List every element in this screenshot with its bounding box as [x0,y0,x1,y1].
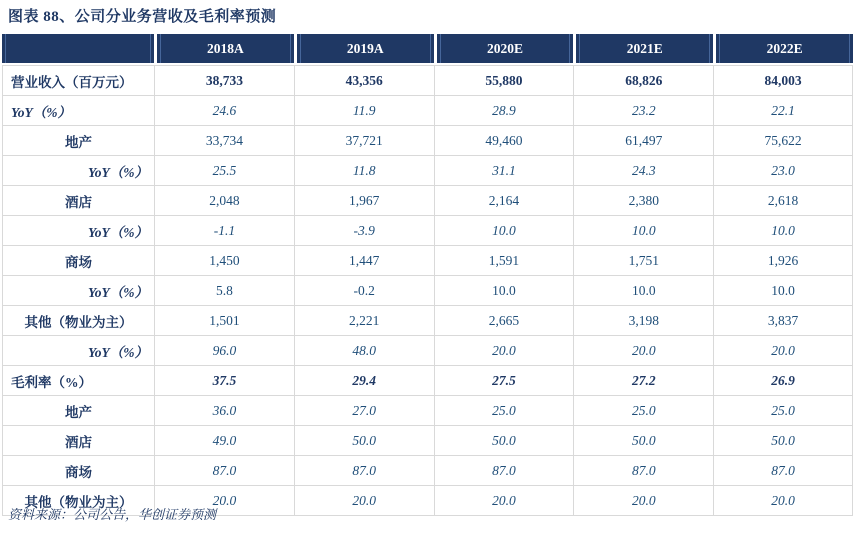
value-cell: 20.0 [434,336,574,366]
value-cell: 2,048 [154,186,294,216]
value-cell: 2,164 [434,186,574,216]
value-cell: 3,837 [713,306,853,336]
value-cell: 2,221 [294,306,434,336]
value-cell: 20.0 [573,486,713,516]
value-cell: 43,356 [294,65,434,96]
value-cell: 25.0 [573,396,713,426]
value-cell: 68,826 [573,65,713,96]
row-label: 其他（物业为主） [2,306,154,336]
value-cell: 49,460 [434,126,574,156]
value-cell: 24.6 [154,96,294,126]
table-row [2,156,853,186]
value-cell: 87.0 [434,456,574,486]
value-cell: 29.4 [294,366,434,396]
source-note: 资料来源：公司公告，华创证券预测 [8,507,217,522]
value-cell: 23.2 [573,96,713,126]
value-cell: 2,665 [434,306,574,336]
column-header-2021E: 2021E [573,34,713,65]
value-cell: 1,450 [154,246,294,276]
row-label: YoY（%） [2,216,154,246]
row-label: YoY（%） [2,336,154,366]
value-cell: 31.1 [434,156,574,186]
row-label: 毛利率（%） [2,366,154,396]
value-cell: 20.0 [713,486,853,516]
row-label: 商场 [2,246,154,276]
value-cell: 10.0 [713,216,853,246]
value-cell: 75,622 [713,126,853,156]
table-row [2,216,853,246]
value-cell: 26.9 [713,366,853,396]
value-cell: 20.0 [573,336,713,366]
value-cell: 1,501 [154,306,294,336]
row-label: 商场 [2,456,154,486]
table-row [2,186,853,216]
value-cell: 96.0 [154,336,294,366]
value-cell: 50.0 [294,426,434,456]
value-cell: 50.0 [434,426,574,456]
value-cell: 50.0 [713,426,853,456]
table-row [2,276,853,306]
value-cell: -0.2 [294,276,434,306]
value-cell: 87.0 [154,456,294,486]
value-cell: 10.0 [713,276,853,306]
value-cell: 48.0 [294,336,434,366]
value-cell: -3.9 [294,216,434,246]
row-label: YoY（%） [2,156,154,186]
corner-header [2,34,154,65]
table-row [2,306,853,336]
value-cell: 2,618 [713,186,853,216]
table-row [2,336,853,366]
column-header-2020E: 2020E [434,34,574,65]
table-row [2,366,853,396]
value-cell: 20.0 [154,486,294,516]
value-cell: 36.0 [154,396,294,426]
value-cell: 2,380 [573,186,713,216]
table-header-row [2,34,853,65]
value-cell: 37,721 [294,126,434,156]
value-cell: 28.9 [434,96,574,126]
table-row [2,426,853,456]
value-cell: 25.5 [154,156,294,186]
value-cell: 11.9 [294,96,434,126]
value-cell: 10.0 [573,276,713,306]
value-cell: 10.0 [573,216,713,246]
table-row [2,396,853,426]
value-cell: 1,591 [434,246,574,276]
value-cell: 84,003 [713,65,853,96]
value-cell: 20.0 [713,336,853,366]
value-cell: 24.3 [573,156,713,186]
row-label: 酒店 [2,186,154,216]
table-row [2,126,853,156]
value-cell: 33,734 [154,126,294,156]
value-cell: 11.8 [294,156,434,186]
value-cell: 50.0 [573,426,713,456]
figure-title: 图表 88、公司分业务营收及毛利率预测 [8,9,277,25]
value-cell: 49.0 [154,426,294,456]
table-row [2,96,853,126]
value-cell: 1,967 [294,186,434,216]
value-cell: 61,497 [573,126,713,156]
value-cell: 1,926 [713,246,853,276]
value-cell: 20.0 [294,486,434,516]
value-cell: 10.0 [434,276,574,306]
value-cell: 23.0 [713,156,853,186]
row-label: 酒店 [2,426,154,456]
value-cell: 27.5 [434,366,574,396]
row-label: YoY（%） [2,96,154,126]
value-cell: 38,733 [154,65,294,96]
row-label: 营业收入（百万元） [2,65,154,96]
value-cell: -1.1 [154,216,294,246]
value-cell: 27.2 [573,366,713,396]
column-header-2022E: 2022E [713,34,853,65]
value-cell: 20.0 [434,486,574,516]
value-cell: 87.0 [573,456,713,486]
value-cell: 37.5 [154,366,294,396]
value-cell: 1,447 [294,246,434,276]
value-cell: 87.0 [294,456,434,486]
column-header-2018A: 2018A [154,34,294,65]
value-cell: 1,751 [573,246,713,276]
value-cell: 87.0 [713,456,853,486]
row-label: 地产 [2,126,154,156]
forecast-table [2,34,853,516]
table-row [2,65,853,96]
column-header-2019A: 2019A [294,34,434,65]
value-cell: 22.1 [713,96,853,126]
value-cell: 55,880 [434,65,574,96]
row-label: YoY（%） [2,276,154,306]
value-cell: 5.8 [154,276,294,306]
table-row [2,246,853,276]
row-label: 地产 [2,396,154,426]
value-cell: 3,198 [573,306,713,336]
value-cell: 25.0 [713,396,853,426]
value-cell: 25.0 [434,396,574,426]
row-label: 其他（物业为主） [2,486,154,516]
table-row [2,456,853,486]
value-cell: 10.0 [434,216,574,246]
value-cell: 27.0 [294,396,434,426]
